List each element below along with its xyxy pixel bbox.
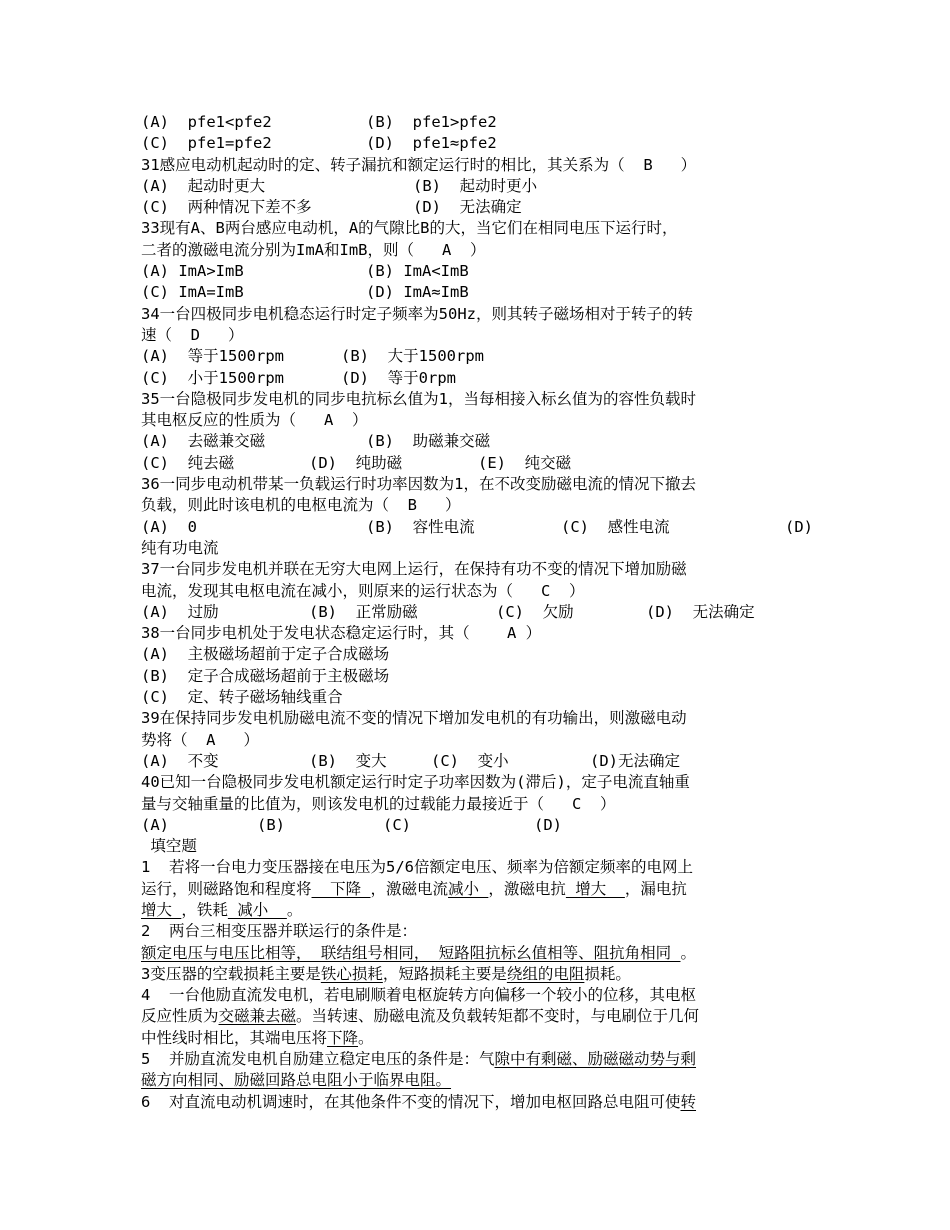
q40-option-d: (D) (534, 815, 562, 834)
fill-4-text: 。当转速、励磁电流及负载转矩都不变时，与电刷位于几何 (296, 1007, 700, 1026)
fill-5-line-1 (141, 1049, 813, 1070)
fill-1-answer-current: 减小 (448, 879, 489, 898)
q31-options-row-2 (141, 197, 813, 218)
q34-option-a: (A) 等于1500rpm (141, 347, 284, 366)
q31-option-d: (D) 无法确定 (413, 198, 522, 217)
fill-3-line (141, 964, 813, 985)
fill-1-text: ，铁耗 (181, 900, 228, 919)
q36-option-d-text: 纯有功电流 (141, 538, 219, 557)
q31-stem: 31感应电动机起动时的定、转子漏抗和额定运行时的相比，其关系为（ B ） (141, 155, 697, 174)
q35-options-row-2 (141, 453, 813, 474)
fill-4-line-1: 4 一台他励直流发电机，若电刷顺着电枢旋转方向偏移一个较小的位移，其电枢 (141, 986, 696, 1005)
fill-3-text: 损耗。 (584, 964, 631, 983)
fill-4-answer-reaction: 交磁兼去磁 (218, 1007, 297, 1026)
q31-options-row-1 (141, 176, 813, 197)
q36-stem-line-2: 负载，则此时该电机的电枢电流为（ B ） (141, 496, 461, 515)
q33-option-c: (C) ImA=ImB (141, 283, 244, 302)
q34-option-b: (B) 大于1500rpm (341, 347, 484, 366)
q38-option-a: (A) 主极磁场超前于定子合成磁场 (141, 645, 390, 664)
q35-option-b: (B) 助磁兼交磁 (366, 432, 491, 451)
fill-5-answer-part-1: 隙中有剩磁、励磁磁动势与剩 (494, 1050, 697, 1069)
q38-option-c: (C) 定、转子磁场轴线重合 (141, 688, 343, 707)
q30-options-row-1 (141, 112, 813, 133)
fill-1-text: ，激磁电抗 (488, 879, 566, 898)
fill-3-answer-noload: 铁心损耗 (320, 964, 383, 983)
fill-6-answer-start: 转 (680, 1092, 697, 1111)
q36-stem-line-1: 36一同步电动机带某一负载运行时功率因数为1，在不改变励磁电流的情况下撤去 (141, 475, 696, 494)
q35-option-a: (A) 去磁兼交磁 (141, 432, 266, 451)
fill-5-answer-part-3: 回路总电阻小于临界电阻。 (265, 1071, 452, 1090)
fill-4-text: 反应性质为 (141, 1007, 219, 1026)
q34-option-d: (D) 等于0rpm (341, 368, 456, 387)
q36-option-b: (B) 容性电流 (366, 517, 475, 536)
q31-option-a: (A) 起动时更大 (141, 176, 266, 195)
q33-stem-line-2: 二者的激磁电流分别为ImA和ImB，则（ A ） (141, 240, 486, 259)
q37-option-a: (A) 过励 (141, 602, 219, 621)
q38-stem: 38一台同步电机处于发电状态稳定运行时，其（ A ） (141, 624, 542, 643)
q33-option-b: (B) ImA<ImB (366, 262, 469, 281)
q39-stem-line-1: 39在保持同步发电机励磁电流不变的情况下增加发电机的有功输出，则激磁电动 (141, 709, 687, 728)
q33-options-row-1 (141, 261, 813, 282)
fill-2-answer: 额定电压与电压比相等， 联结组号相同， 短路阻抗标幺值相等、阻抗角相同 (141, 943, 681, 962)
q37-stem-line-2: 电流，发现其电枢电流在减小，则原来的运行状态为（ C ） (141, 581, 585, 600)
fill-6-line-1 (141, 1092, 813, 1113)
q39-options-row (141, 751, 813, 772)
q30-option-b: (B) pfe1>pfe2 (366, 113, 497, 131)
q39-stem-line-2: 势将（ A ） (141, 730, 259, 749)
fill-5-answer-part-2: 磁方向相同、励磁 (141, 1071, 266, 1090)
q31-option-b: (B) 起动时更小 (413, 176, 538, 195)
q40-stem-line-2: 量与交轴重量的比值为，则该发电机的过载能力最接近于（ C ） (141, 794, 616, 813)
q35-stem-line-2: 其电枢反应的性质为（ A ） (141, 411, 368, 430)
q38-option-b: (B) 定子合成磁场超前于主极磁场 (141, 666, 390, 685)
q30-option-c: (C) pfe1=pfe2 (141, 134, 272, 153)
q34-stem-line-2: 速（ D ） (141, 325, 244, 344)
q34-options-row-2 (141, 368, 813, 389)
q30-option-a: (A) pfe1<pfe2 (141, 113, 272, 131)
fill-5-line-2 (141, 1070, 813, 1091)
fill-4-text: 。 (358, 1028, 374, 1047)
fill-5-text: 5 并励直流发电机自励建立稳定电压的条件是：气 (141, 1050, 495, 1069)
fill-1-text: 。 (286, 900, 303, 919)
fill-1-answer-saturation: 下降 (311, 879, 371, 898)
q31-option-c: (C) 两种情况下差不多 (141, 198, 312, 217)
q34-options-row-1 (141, 346, 813, 367)
q40-option-c: (C) (383, 815, 411, 834)
fill-1-line-1: 1 若将一台电力变压器接在电压为5/6倍额定电压、频率为倍额定频率的电网上 (141, 858, 693, 877)
q40-stem-line-1: 40已知一台隐极同步发电机额定运行时定子功率因数为(滞后)，定子电流直轴重 (141, 773, 690, 792)
fill-4-answer-voltage: 下降 (327, 1028, 359, 1047)
q35-option-e: (E) 纯交磁 (478, 453, 572, 472)
q36-options-row (141, 517, 813, 538)
fill-4-line-2 (141, 1006, 813, 1027)
q39-option-a: (A) 不变 (141, 751, 219, 770)
fill-2-line-2 (141, 943, 813, 964)
document-page (141, 112, 813, 1113)
fill-1-text: ，漏电抗 (624, 879, 687, 898)
fill-1-text: 运行，则磁路饱和程度将 (141, 879, 312, 898)
fill-in-heading: 填空题 (141, 837, 197, 856)
fill-1-line-3 (141, 900, 813, 921)
fill-3-text: 3变压器的空载损耗主要是 (141, 964, 321, 983)
fill-6-text: 6 对直流电动机调速时，在其他条件不变的情况下，增加电枢回路总电阻可使 (141, 1092, 681, 1111)
q36-option-d-label: (D) (785, 517, 813, 536)
q34-stem-line-1: 34一台四极同步电机稳态运行时定子频率为50Hz，则其转子磁场相对于转子的转 (141, 304, 693, 323)
fill-2-text: 。 (680, 943, 697, 962)
fill-1-text: ，激磁电流 (370, 879, 449, 898)
q37-options-row (141, 602, 813, 623)
fill-3-text: ，短路损耗主要是 (382, 964, 507, 983)
q40-option-a: (A) (141, 815, 169, 834)
q40-options-row (141, 815, 813, 836)
fill-1-line-2 (141, 879, 813, 900)
q33-stem-line-1: 33现有A、B两台感应电动机，A的气隙比B的大，当它们在相同电压下运行时， (141, 219, 678, 238)
q36-option-c: (C) 感性电流 (561, 517, 670, 536)
q34-option-c: (C) 小于1500rpm (141, 368, 284, 387)
fill-3-answer-short: 绕组的电阻 (506, 964, 585, 983)
q35-options-row-1 (141, 431, 813, 452)
fill-1-answer-iron-loss: 减小 (227, 900, 287, 919)
fill-1-answer-leakage: 增大 (141, 900, 182, 919)
q37-option-d: (D) 无法确定 (646, 602, 755, 621)
q33-option-d: (D) ImA≈ImB (366, 283, 469, 302)
fill-1-answer-reactance: 增大 (565, 879, 625, 898)
q30-options-row-2 (141, 133, 813, 154)
q37-option-c: (C) 欠励 (496, 602, 574, 621)
q39-option-c: (C) 变小 (431, 751, 509, 770)
q39-option-b: (B) 变大 (309, 751, 387, 770)
q35-stem-line-1: 35一台隐极同步发电机的同步电抗标幺值为1，当每相接入标幺值为的容性负载时 (141, 389, 696, 408)
q35-option-d: (D) 纯助磁 (309, 453, 403, 472)
fill-4-text: 中性线时相比，其端电压将 (141, 1028, 328, 1047)
fill-4-line-3 (141, 1028, 813, 1049)
q30-option-d: (D) pfe1≈pfe2 (366, 134, 497, 153)
q37-option-b: (B) 正常励磁 (309, 602, 418, 621)
q35-option-c: (C) 纯去磁 (141, 453, 235, 472)
q33-option-a: (A) ImA>ImB (141, 262, 244, 281)
q40-option-b: (B) (257, 815, 285, 834)
q33-options-row-2 (141, 282, 813, 303)
q39-option-d: (D)无法确定 (590, 751, 680, 770)
q37-stem-line-1: 37一台同步发电机并联在无穷大电网上运行，在保持有功不变的情况下增加励磁 (141, 560, 687, 579)
fill-2-line-1: 2 两台三相变压器并联运行的条件是： (141, 922, 417, 941)
q36-option-a: (A) 0 (141, 517, 197, 536)
